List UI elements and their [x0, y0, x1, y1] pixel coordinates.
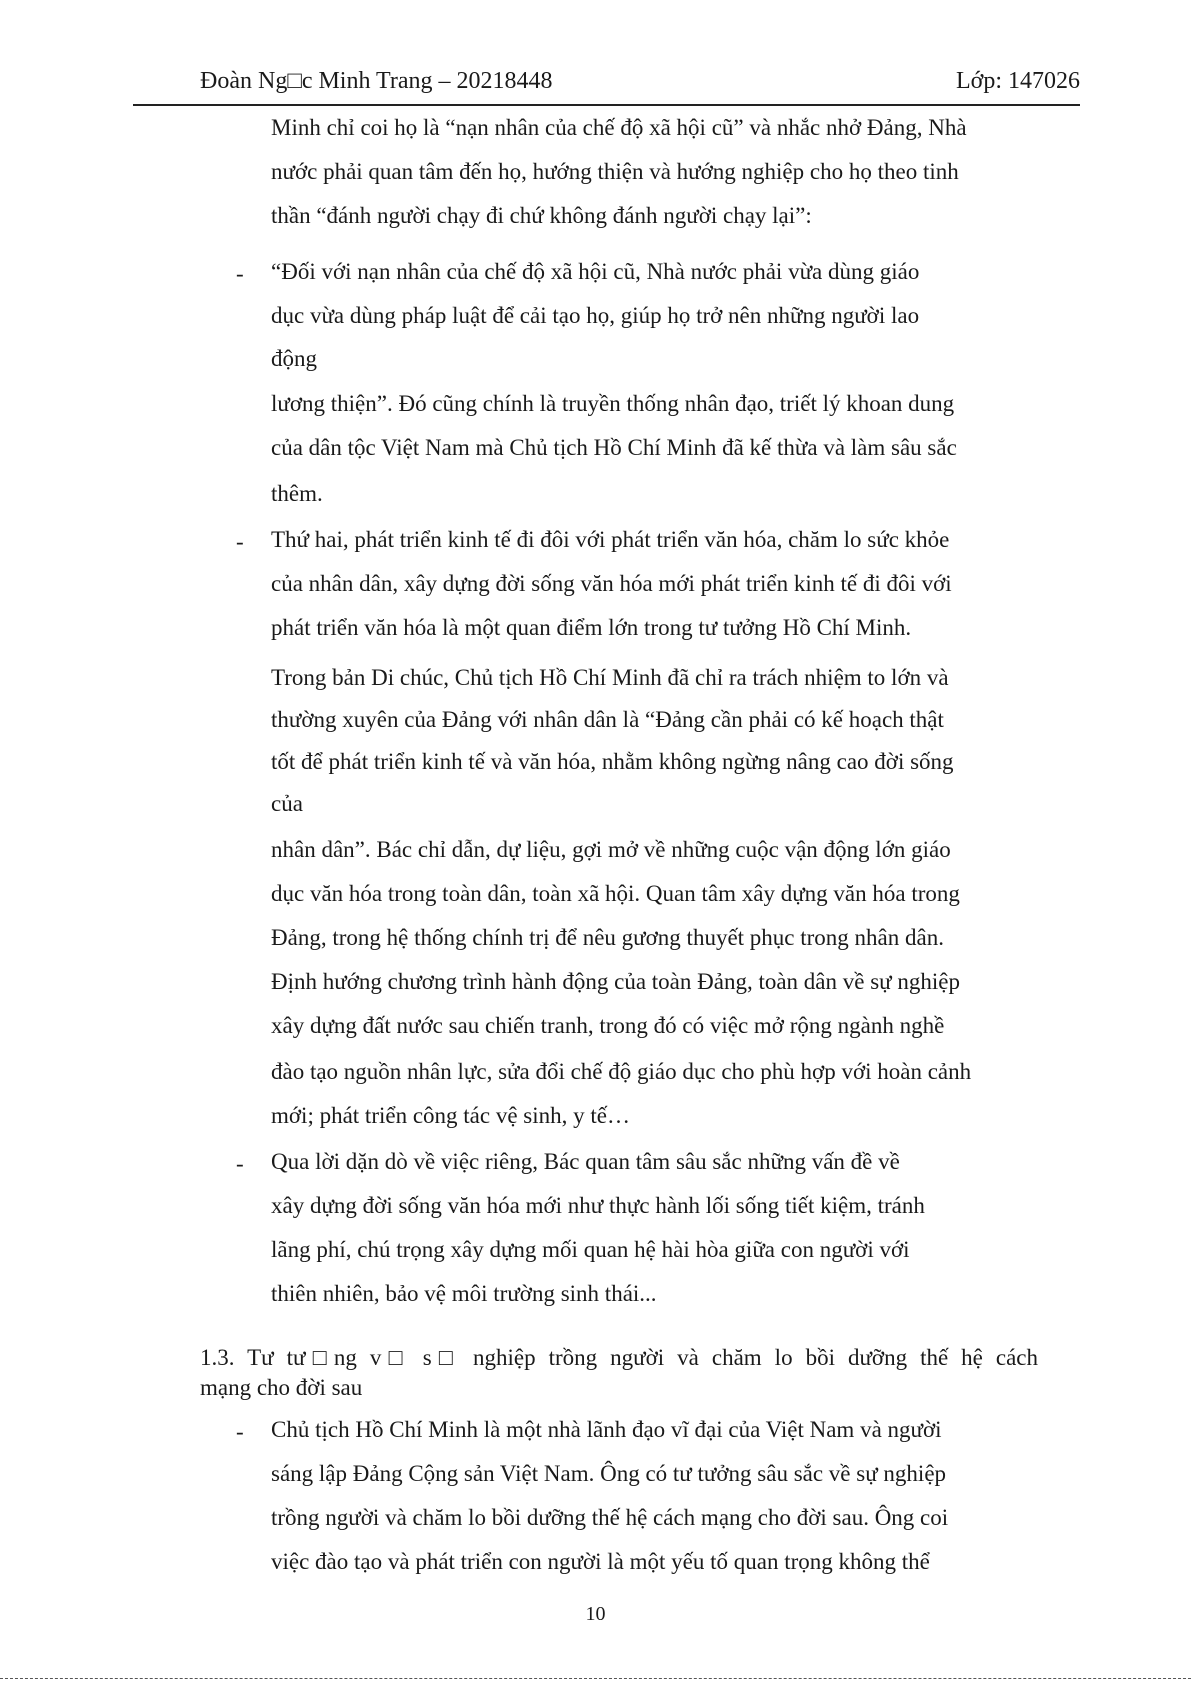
bullet-marker: -	[236, 1419, 244, 1444]
page-header	[200, 68, 1080, 104]
footer-rule	[0, 1678, 1191, 1679]
text-line: thường xuyên của Đảng với nhân dân là “Đảng cần phải có kế hoạch thật	[271, 707, 944, 732]
text-line: việc đào tạo và phát triển con người là một yếu tố quan trọng không thể	[271, 1549, 930, 1574]
text-line: Thứ hai, phát triển kinh tế đi đôi với phát triển văn hóa, chăm lo sức khỏe	[271, 527, 950, 552]
text-line: sáng lập Đảng Cộng sản Việt Nam. Ông có tư tưởng sâu sắc về sự nghiệp	[271, 1461, 947, 1486]
text-line: Qua lời dặn dò về việc riêng, Bác quan tâm sâu sắc những vấn đề về	[271, 1149, 900, 1174]
text-line: lương thiện”. Đó cũng chính là truyền thống nhân đạo, triết lý khoan dung	[271, 391, 955, 416]
text-line: thiên nhiên, bảo vệ môi trường sinh thái...	[271, 1281, 657, 1306]
text-line: thêm.	[271, 481, 323, 506]
text-line: Trong bản Di chúc, Chủ tịch Hồ Chí Minh đã chỉ ra trách nhiệm to lớn và	[271, 665, 949, 690]
header-class: Lớp: 147026	[955, 68, 1080, 94]
text-line: dục vừa dùng pháp luật để cải tạo họ, giúp họ trở nên những người lao	[271, 303, 920, 328]
text-line: nhân dân”. Bác chỉ dẫn, dự liệu, gợi mở về những cuộc vận động lớn giáo	[271, 837, 951, 862]
text-line: tốt để phát triển kinh tế và văn hóa, nhằm không ngừng nâng cao đời sống	[271, 749, 954, 774]
text-line: Chủ tịch Hồ Chí Minh là một nhà lãnh đạo vĩ đại của Việt Nam và người	[271, 1417, 942, 1442]
bullet-marker: -	[236, 529, 244, 554]
text-line: Minh chỉ coi họ là “nạn nhân của chế độ xã hội cũ” và nhắc nhở Đảng, Nhà	[271, 115, 967, 140]
section-heading-continued: mạng cho đời sau	[200, 1375, 363, 1400]
text-line: của nhân dân, xây dựng đời sống văn hóa mới phát triển kinh tế đi đôi với	[271, 571, 952, 596]
page-number: 10	[585, 1603, 606, 1625]
text-line: xây dựng đời sống văn hóa mới như thực hành lối sống tiết kiệm, tránh	[271, 1193, 925, 1218]
text-line: xây dựng đất nước sau chiến tranh, trong đó có việc mở rộng ngành nghề	[271, 1013, 945, 1038]
header-rule	[133, 104, 1080, 106]
bullet-marker: -	[236, 261, 244, 286]
bullet-marker: -	[236, 1151, 244, 1176]
text-line: đào tạo nguồn nhân lực, sửa đổi chế độ giáo dục cho phù hợp với hoàn cảnh	[271, 1059, 972, 1084]
text-line: thần “đánh người chạy đi chứ không đánh người chạy lại”:	[271, 203, 812, 228]
text-line: mới; phát triển công tác vệ sinh, y tế…	[271, 1103, 630, 1128]
text-line: động	[271, 346, 317, 371]
text-line: của	[271, 791, 303, 816]
section-heading: 1.3. Tư tư□ng v□ s□ nghiệp trồng người và chăm lo bồi dưỡng thế hệ cách	[200, 1345, 1038, 1370]
text-line: của dân tộc Việt Nam mà Chủ tịch Hồ Chí Minh đã kế thừa và làm sâu sắc	[271, 435, 957, 460]
text-line: Đảng, trong hệ thống chính trị để nêu gương thuyết phục trong nhân dân.	[271, 925, 944, 950]
text-line: trồng người và chăm lo bồi dưỡng thế hệ cách mạng cho đời sau. Ông coi	[271, 1505, 949, 1530]
text-line: phát triển văn hóa là một quan điểm lớn trong tư tưởng Hồ Chí Minh.	[271, 615, 912, 640]
header-author: Đoàn Ng□c Minh Trang – 20218448	[200, 68, 553, 94]
text-line: nước phải quan tâm đến họ, hướng thiện và hướng nghiệp cho họ theo tinh	[271, 159, 959, 184]
text-line: dục văn hóa trong toàn dân, toàn xã hội. Quan tâm xây dựng văn hóa trong	[271, 881, 960, 906]
text-line: Định hướng chương trình hành động của toàn Đảng, toàn dân về sự nghiệp	[271, 969, 960, 994]
text-line: lãng phí, chú trọng xây dựng mối quan hệ hài hòa giữa con người với	[271, 1237, 910, 1262]
text-line: “Đối với nạn nhân của chế độ xã hội cũ, Nhà nước phải vừa dùng giáo	[271, 259, 920, 284]
